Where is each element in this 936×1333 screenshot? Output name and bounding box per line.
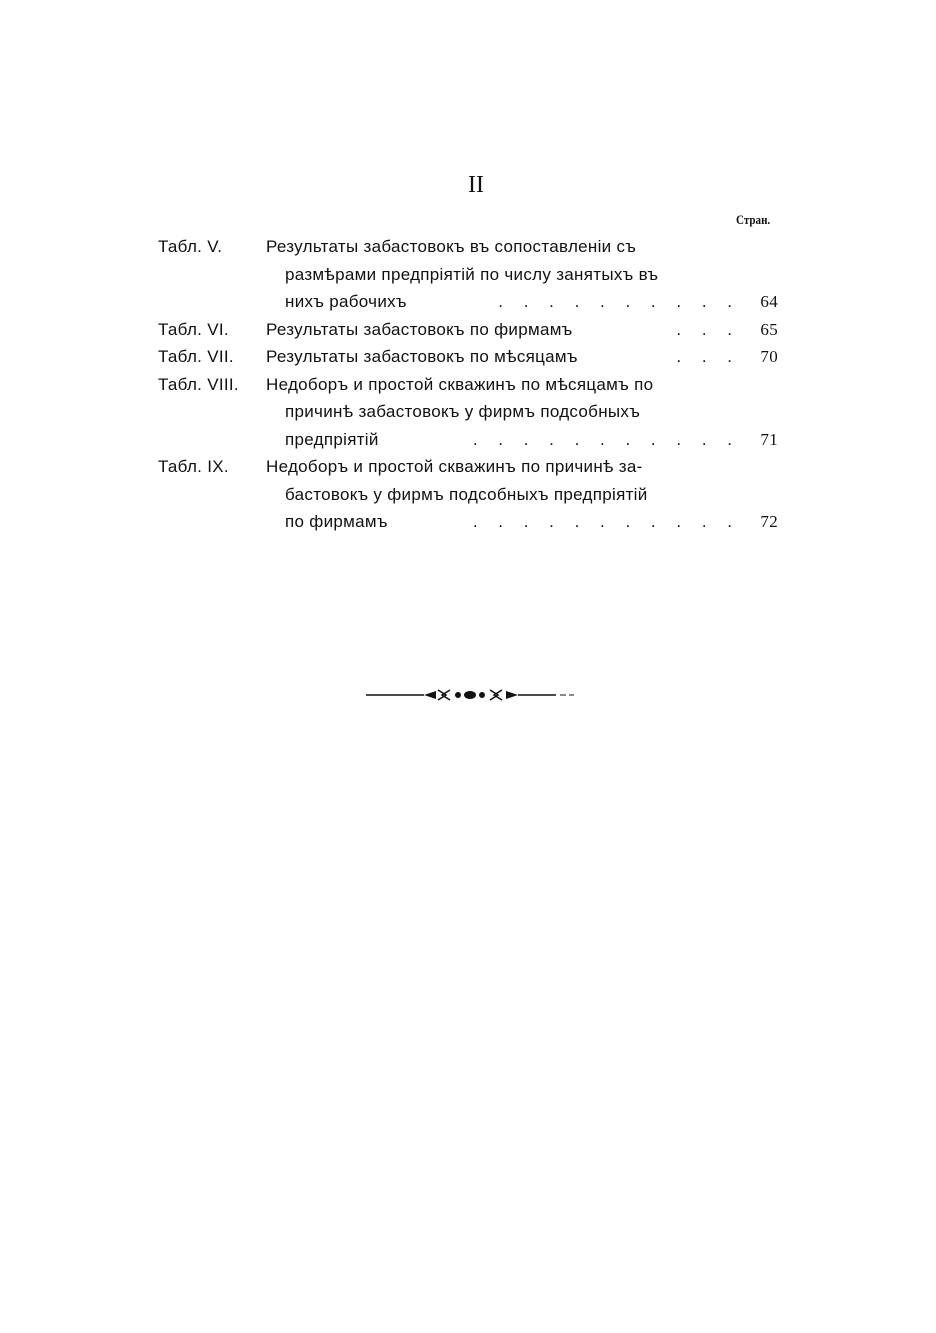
toc-line	[158, 288, 778, 316]
leader-dots: . . .	[676, 319, 740, 339]
leader-dots: . . . . . . . . . . .	[472, 429, 740, 449]
page-reference: 65	[760, 319, 778, 339]
toc-line	[158, 453, 778, 481]
entry-title-text: нихъ рабочихъ	[285, 292, 407, 311]
toc-entry	[158, 453, 778, 536]
toc-line	[158, 316, 778, 344]
decorative-ornament	[366, 686, 576, 704]
entry-title-text: по фирмамъ	[285, 512, 388, 531]
page-column-header: Стран.	[736, 212, 771, 227]
page-reference: 64	[760, 292, 778, 311]
table-label: Табл. VI.	[158, 319, 229, 339]
table-label: Табл. VII.	[158, 347, 234, 366]
toc-line	[158, 261, 778, 289]
entry-title-text: Недоборъ и простой скважинъ по мѣсяцамъ по	[266, 374, 654, 394]
toc-entry	[158, 233, 778, 316]
entry-title-text: Результаты забастовокъ по мѣсяцамъ	[266, 347, 578, 366]
entry-title-text: причинѣ забастовокъ у фирмъ подсобныхъ	[285, 402, 641, 421]
table-label: Табл. IX.	[158, 457, 229, 476]
entry-title-text: Результаты забастовокъ въ сопоставленіи съ	[266, 237, 637, 256]
entry-title-text: предпріятій	[285, 429, 379, 449]
leader-dots: . . . . . . . . . . .	[472, 512, 740, 531]
entry-title-text: Результаты забастовокъ по фирмамъ	[266, 319, 573, 339]
page-reference: 72	[760, 512, 778, 531]
page-reference: 71	[760, 429, 778, 449]
toc-line	[158, 508, 778, 536]
toc-line	[158, 426, 778, 454]
entry-title-text: бастовокъ у фирмъ подсобныхъ предпріятій	[285, 484, 648, 504]
toc-line	[158, 343, 778, 371]
toc-entry	[158, 371, 778, 454]
table-label: Табл. V.	[158, 237, 223, 256]
leader-dots: . . .	[676, 347, 740, 366]
toc-entry	[158, 343, 778, 371]
toc-line	[158, 481, 778, 509]
entry-title-text: размѣрами предпріятій по числу занятыхъ въ	[285, 264, 659, 284]
table-label: Табл. VIII.	[158, 374, 239, 394]
toc-line	[158, 371, 778, 399]
leader-dots: . . . . . . . . . .	[498, 292, 740, 311]
page-number: II	[468, 172, 484, 198]
entry-title-text: Недоборъ и простой скважинъ по причинѣ за-	[266, 457, 643, 476]
toc-line	[158, 398, 778, 426]
table-of-contents	[158, 233, 778, 536]
toc-line	[158, 233, 778, 261]
page-reference: 70	[760, 347, 778, 366]
toc-entry	[158, 316, 778, 344]
